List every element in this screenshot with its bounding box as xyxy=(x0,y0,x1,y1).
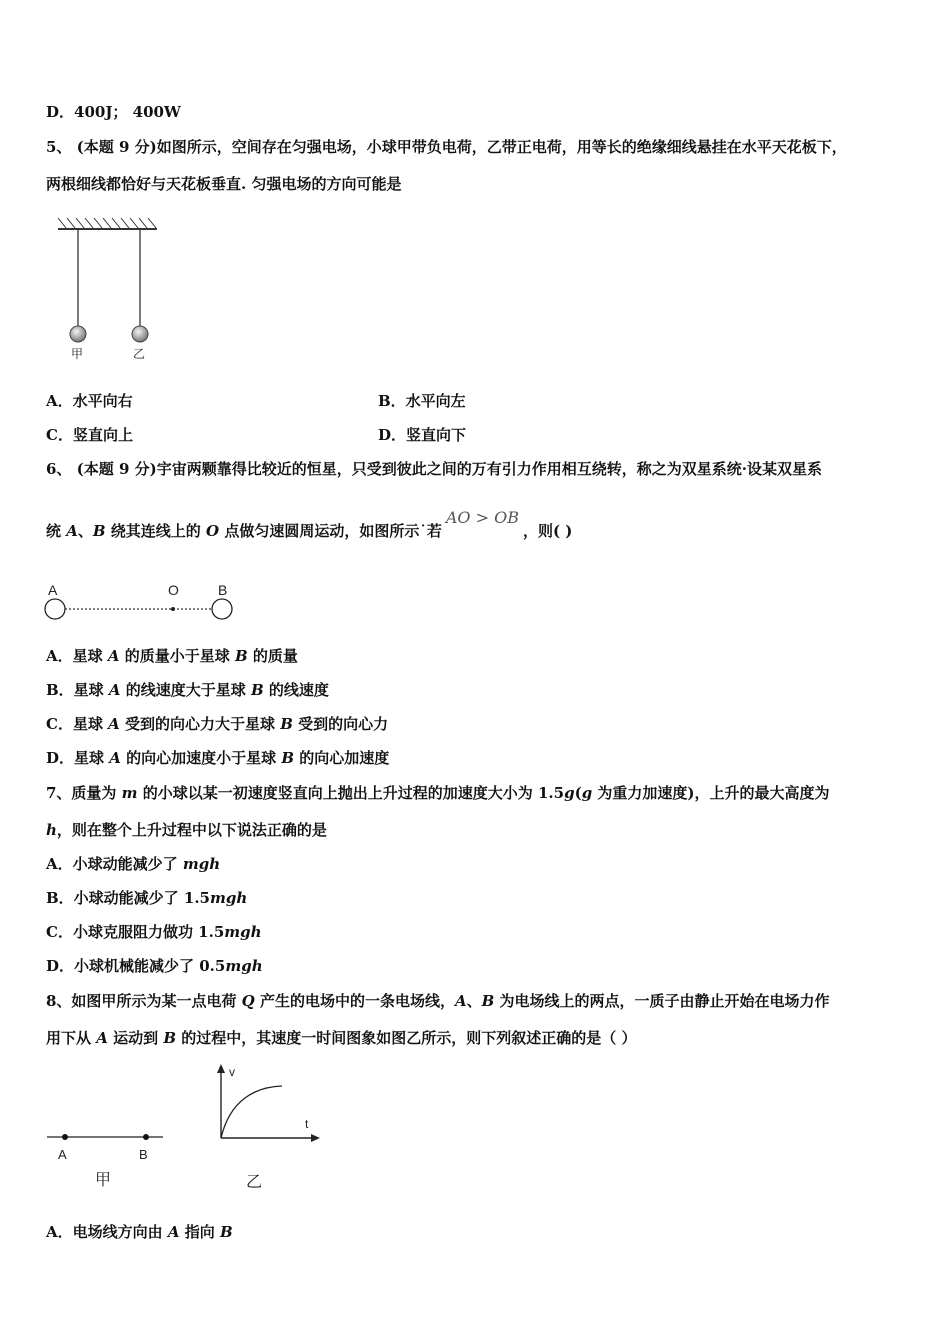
q5-option-b: B．水平向左 xyxy=(378,392,466,410)
q6-formula: AO > OB xyxy=(445,508,519,527)
q7-option-b: B．小球动能减少了 1.5mgh xyxy=(46,889,248,907)
point-o xyxy=(171,607,175,611)
q5-stem-line2: 两根细线都恰好与天花板垂直. 匀强电场的方向可能是 xyxy=(46,175,402,193)
q6-option-c: C．星球 A 受到的向心力大于星球 B 受到的向心力 xyxy=(46,715,389,733)
point-o-label: O xyxy=(168,582,179,598)
ball-left xyxy=(70,326,86,342)
q8-field-line-figure xyxy=(40,1125,175,1195)
q7-stem-line2: h，则在整个上升过程中以下说法正确的是 xyxy=(46,821,327,839)
q6-binary-star-figure xyxy=(40,580,240,625)
star-a xyxy=(45,599,65,619)
vt-curve xyxy=(221,1086,282,1138)
point-b xyxy=(143,1134,149,1140)
ceiling-hatch xyxy=(58,218,157,229)
q5-option-d: D．竖直向下 xyxy=(378,426,467,444)
q8-stem-line1: 8、如图甲所示为某一点电荷 Q 产生的电场中的一条电场线，A、B 为电场线上的两点，一质子由静止开始在电场力作 xyxy=(46,992,830,1010)
q8-option-a: A．电场线方向由 A 指向 B xyxy=(46,1223,233,1241)
axis-t-arrow xyxy=(311,1134,320,1142)
point-a xyxy=(62,1134,68,1140)
q6-option-a: A．星球 A 的质量小于星球 B 的质量 xyxy=(46,647,298,665)
caption-right: 乙 xyxy=(246,1174,263,1191)
ball-right-label: 乙 xyxy=(133,347,146,361)
q5-option-c: C．竖直向上 xyxy=(46,426,133,444)
q7-option-d: D．小球机械能减少了 0.5mgh xyxy=(46,957,263,975)
axis-v-label: v xyxy=(229,1065,235,1079)
q7-option-a: A．小球动能减少了 mgh xyxy=(46,855,221,873)
q6-stem-line1: 6、 (本题 9 分)宇宙两颗靠得比较近的恒星，只受到彼此之间的万有引力作用相互绕转，称之为双星系统·设某双星系 xyxy=(46,460,822,478)
caption-left: 甲 xyxy=(95,1172,112,1189)
q5-option-a: A．水平向右 xyxy=(46,392,133,410)
q4-option-d: D．400J； 400W xyxy=(46,103,181,121)
star-b xyxy=(212,599,232,619)
q5-pendulum-figure xyxy=(50,212,170,367)
q7-option-c: C．小球克服阻力做功 1.5mgh xyxy=(46,923,262,941)
q6-stem-line2: 统 A、B 绕其连线上的 O 点做匀速圆周运动，如图所示˙若AO > OB，则( ) xyxy=(46,508,573,540)
q7-stem-line1: 7、质量为 m 的小球以某一初速度竖直向上抛出上升过程的加速度大小为 1.5g(g 为重力加速度)，上升的最大高度为 xyxy=(46,784,830,802)
q8-vt-graph xyxy=(200,1060,330,1195)
star-a-label: A xyxy=(48,582,58,598)
q8-stem-line2: 用下从 A 运动到 B 的过程中，其速度一时间图象如图乙所示，则下列叙述正确的是（ ） xyxy=(46,1029,637,1047)
ball-right xyxy=(132,326,148,342)
q6-option-b: B．星球 A 的线速度大于星球 B 的线速度 xyxy=(46,681,329,699)
q6-option-d: D．星球 A 的向心加速度小于星球 B 的向心加速度 xyxy=(46,749,390,767)
axis-v-arrow xyxy=(217,1064,225,1073)
ball-left-label: 甲 xyxy=(71,347,84,361)
q5-stem-line1: 5、 (本题 9 分)如图所示，空间存在匀强电场，小球甲带负电荷，乙带正电荷，用等长的绝缘细线悬挂在水平天花板下， xyxy=(46,138,847,156)
point-b-label: B xyxy=(139,1147,148,1162)
axis-t-label: t xyxy=(305,1117,309,1131)
point-a-label: A xyxy=(58,1147,67,1162)
star-b-label: B xyxy=(218,582,228,598)
